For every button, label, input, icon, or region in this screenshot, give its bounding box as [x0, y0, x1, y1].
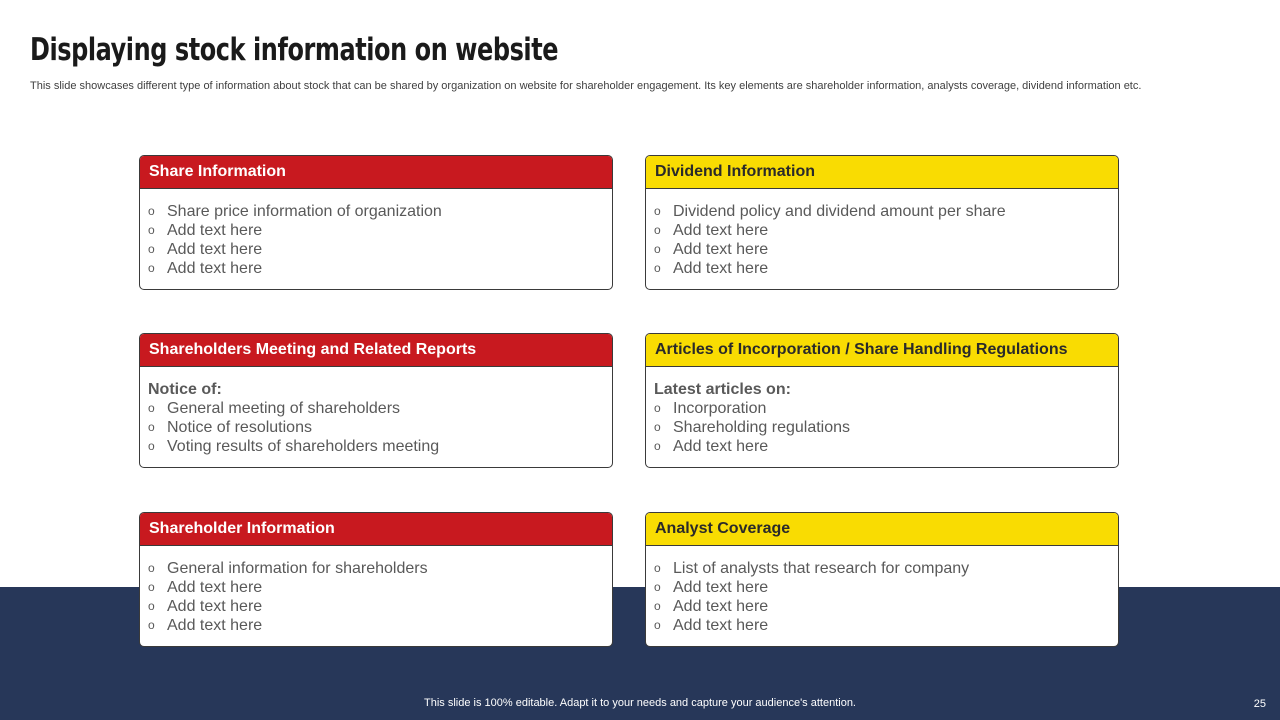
list-item: o Shareholding regulations [654, 419, 851, 436]
list-item: o Add text here [148, 617, 263, 634]
card-articles-of-incorporation [645, 333, 1119, 468]
list-item: o Add text here [654, 241, 769, 258]
bullet-icon: o [148, 439, 155, 453]
list-item: o General information for shareholders [148, 560, 428, 577]
bullet-icon: o [148, 599, 155, 613]
bullet-icon: o [654, 561, 661, 575]
bullet-list [148, 559, 604, 635]
list-item: o Add text here [654, 617, 769, 634]
list-item: o Add text here [148, 241, 263, 258]
list-item: o Add text here [148, 598, 263, 615]
list-item: o Dividend policy and dividend amount per share [654, 203, 1006, 220]
bullet-icon: o [654, 618, 661, 632]
bullet-icon: o [654, 223, 661, 237]
card-share-information [139, 155, 613, 290]
card-header: Shareholder Information [140, 513, 612, 546]
slide-title: Displaying stock information on website [30, 32, 559, 68]
bullet-icon: o [654, 439, 661, 453]
bullet-list [654, 559, 1110, 635]
card-lead: Notice of: [148, 381, 222, 398]
list-item: o Add text here [148, 260, 263, 277]
bullet-icon: o [654, 599, 661, 613]
card-header: Articles of Incorporation / Share Handling Regulations [646, 334, 1118, 367]
card-body [140, 189, 612, 278]
list-item: o General meeting of shareholders [148, 400, 401, 417]
page-number: 25 [1253, 698, 1266, 710]
card-lead: Latest articles on: [654, 381, 791, 398]
bullet-list [654, 399, 1110, 456]
card-body [140, 546, 612, 635]
slide-subtitle: This slide showcases different type of information about stock that can be shared by organization on website for shareholder engagement. Its key elements are shareholder information, analysts coverage, dividend information etc. [30, 80, 1142, 92]
bullet-icon: o [148, 420, 155, 434]
list-item: o Add text here [654, 222, 769, 239]
list-item: o Add text here [654, 579, 769, 596]
list-item: o Add text here [654, 438, 769, 455]
bullet-icon: o [148, 401, 155, 415]
bullet-icon: o [148, 580, 155, 594]
bullet-icon: o [654, 242, 661, 256]
bullet-icon: o [654, 204, 661, 218]
bullet-list [148, 399, 604, 456]
list-item: o Incorporation [654, 400, 767, 417]
card-dividend-information [645, 155, 1119, 290]
bullet-icon: o [654, 401, 661, 415]
card-shareholders-meeting [139, 333, 613, 468]
list-item: o Add text here [148, 579, 263, 596]
list-item: o Add text here [654, 598, 769, 615]
bullet-icon: o [148, 561, 155, 575]
list-item: o Share price information of organization [148, 203, 442, 220]
card-header: Analyst Coverage [646, 513, 1118, 546]
bullet-icon: o [148, 204, 155, 218]
bullet-icon: o [148, 261, 155, 275]
list-item: o Add text here [148, 222, 263, 239]
bullet-list [148, 202, 604, 278]
list-item: o Add text here [654, 260, 769, 277]
list-item: o Voting results of shareholders meeting [148, 438, 440, 455]
bullet-icon: o [148, 618, 155, 632]
card-shareholder-information [139, 512, 613, 647]
card-body [646, 367, 1118, 456]
bullet-list [654, 202, 1110, 278]
card-header: Shareholders Meeting and Related Reports [140, 334, 612, 367]
card-header: Share Information [140, 156, 612, 189]
bullet-icon: o [654, 420, 661, 434]
bullet-icon: o [148, 242, 155, 256]
list-item: o List of analysts that research for company [654, 560, 970, 577]
bullet-icon: o [654, 580, 661, 594]
bullet-icon: o [654, 261, 661, 275]
card-body [646, 189, 1118, 278]
card-body [140, 367, 612, 456]
card-header: Dividend Information [646, 156, 1118, 189]
list-item: o Notice of resolutions [148, 419, 312, 436]
bullet-icon: o [148, 223, 155, 237]
footer-note: This slide is 100% editable. Adapt it to your needs and capture your audience's attention. [424, 697, 856, 709]
card-body [646, 546, 1118, 635]
card-analyst-coverage [645, 512, 1119, 647]
